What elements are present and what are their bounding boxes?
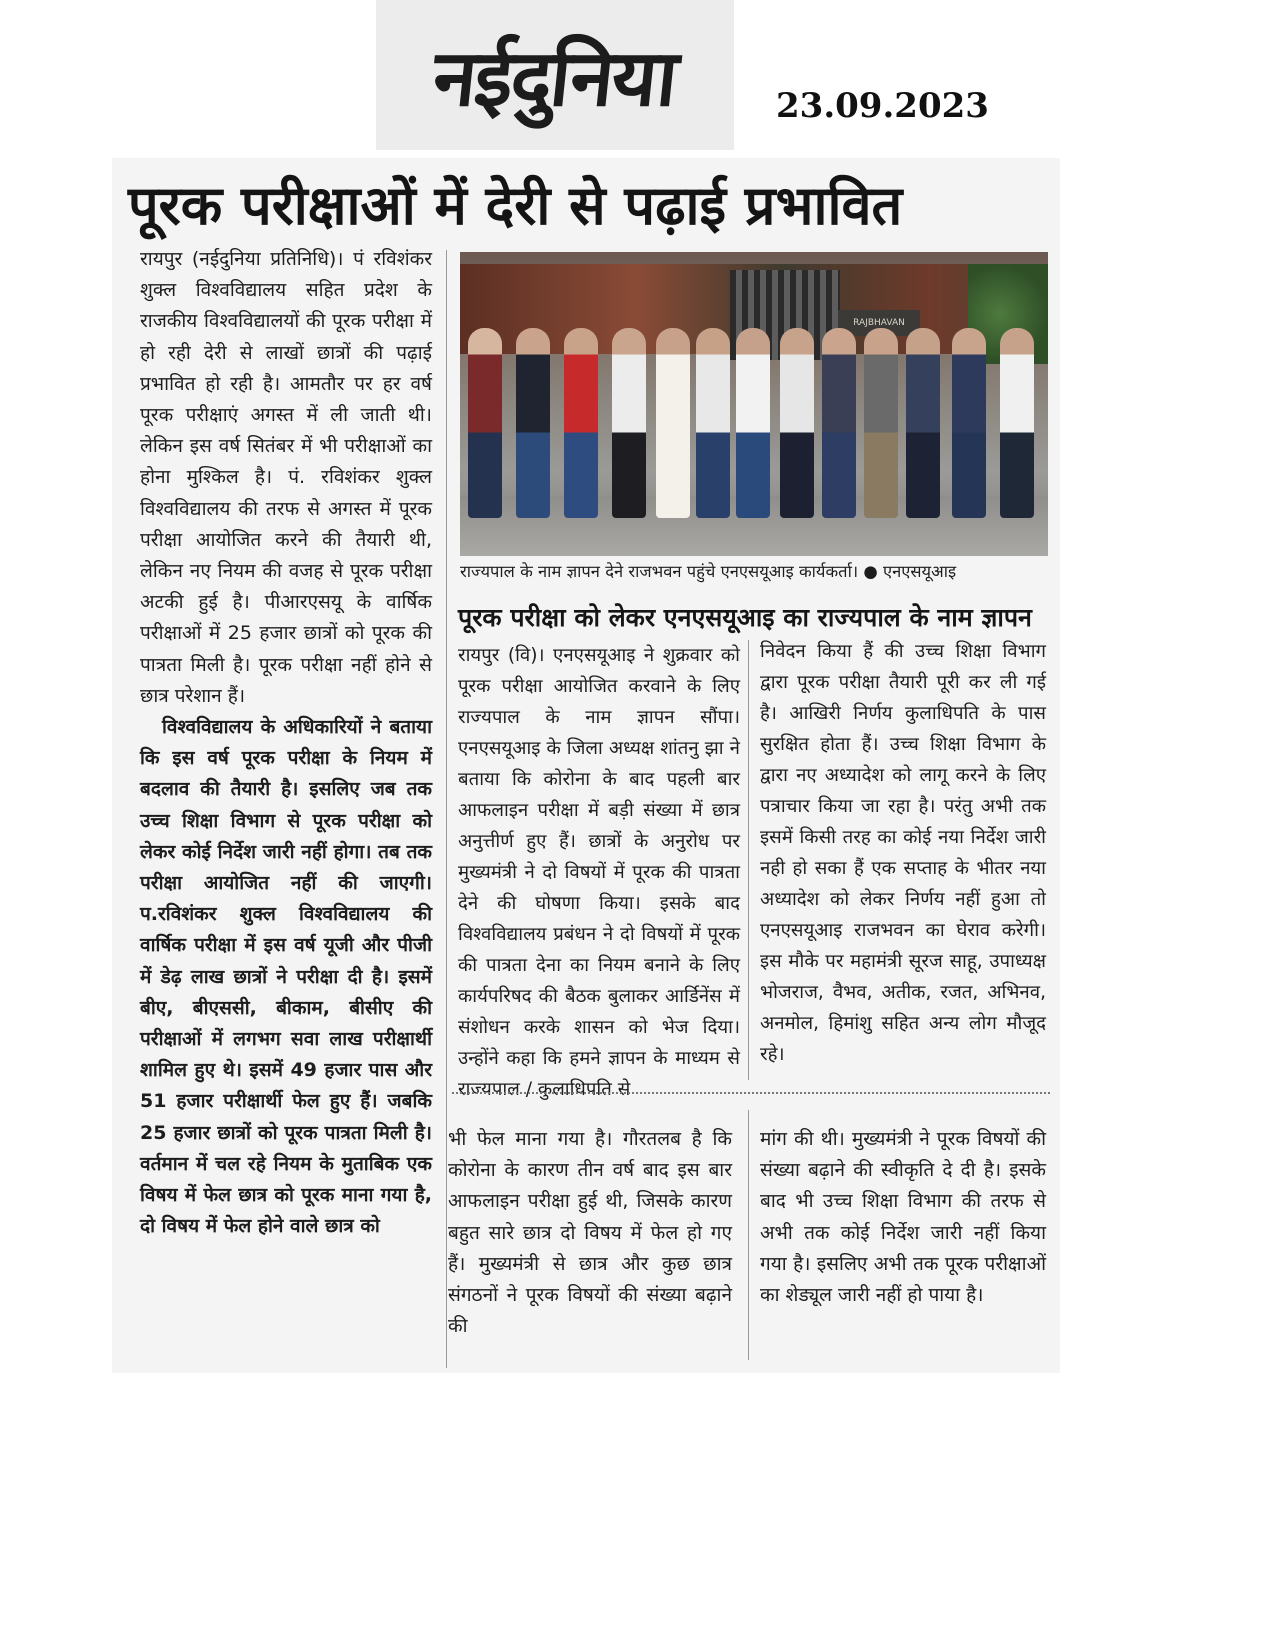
photo-person — [468, 328, 502, 518]
photo-sign: RAJBHAVAN — [838, 310, 920, 336]
photo-person — [780, 328, 814, 518]
photo-caption: राज्यपाल के नाम ज्ञापन देने राजभवन पहुंचे एनएसयूआइ कार्यकर्ता। ● एनएसयूआइ — [460, 562, 957, 581]
masthead — [376, 0, 734, 150]
sub-headline: पूरक परीक्षा को लेकर एनएसयूआइ का राज्यपाल के नाम ज्ञापन — [458, 603, 1032, 632]
article-column-2 — [458, 640, 740, 1105]
article-column-4 — [448, 1124, 732, 1342]
photo-person — [822, 328, 856, 518]
main-headline: पूरक परीक्षाओं में देरी से पढ़ाई प्रभावित — [128, 174, 903, 237]
photo-person — [736, 328, 770, 518]
article-paragraph: भी फेल माना गया है। गौरतलब है कि कोरोना के कारण तीन वर्ष बाद इस बार आफलाइन परीक्षा हुई थी, जिसके कारण बहुत सारे छात्र दो विषय में फेल हो गए हैं। मुख्यमंत्री से छात्र और कुछ छात्र संगठनों ने पूरक विषयों की संख्या बढ़ाने की — [448, 1128, 732, 1338]
column-divider — [446, 250, 447, 1368]
article-column-5 — [760, 1124, 1046, 1311]
photo-person — [516, 328, 550, 518]
publication-date: 23.09.2023 — [776, 86, 989, 126]
article-column-1 — [140, 244, 432, 1243]
photo-person — [612, 328, 646, 518]
column-divider — [748, 1110, 749, 1360]
article-column-3 — [760, 636, 1046, 1070]
photo-person — [952, 328, 986, 518]
photo-person — [864, 328, 898, 518]
photo-person — [656, 328, 690, 518]
photo-person — [1000, 328, 1034, 518]
article-paragraph-1: रायपुर (नईदुनिया प्रतिनिधि)। पं रविशंकर शुक्ल विश्वविद्यालय सहित प्रदेश के राजकीय विश्वविद्यालयों की पूरक परीक्षा में हो रही देरी से लाखों छात्रों की पढ़ाई प्रभावित हो रही है। आमतौर पर हर वर्ष पूरक परीक्षाएं अगस्त में ली जाती थी। लेकिन इस वर्ष सितंबर में भी परीक्षाओं का होना मुश्किल है। पं. रविशंकर शुक्ल विश्वविद्यालय की तरफ से अगस्त में पूरक परीक्षा आयोजित करने की तैयारी थी, लेकिन नए नियम की वजह से पूरक परीक्षा अटकी हुई है। पीआरएसयू के वार्षिक परीक्षाओं में 25 हजार छात्रों को पूरक की पात्रता मिली है। पूरक परीक्षा नहीं होने से छात्र परेशान हैं। — [140, 248, 432, 707]
photo-person — [906, 328, 940, 518]
column-divider — [748, 640, 749, 1080]
photo-person — [696, 328, 730, 518]
section-divider — [452, 1092, 1050, 1094]
article-paragraph: निवेदन किया हैं की उच्च शिक्षा विभाग द्वारा पूरक परीक्षा तैयारी पूरी कर ली गई है। आखिरी निर्णय कुलाधिपति के पास सुरक्षित होता हैं। उच्च शिक्षा विभाग के द्वारा नए अध्यादेश को लागू करने के लिए पत्राचार किया जा रहा है। परंतु अभी तक इसमें किसी तरह का कोई नया निर्देश जारी नही हो सका हैं एक सप्ताह के भीतर नया अध्यादेश को लेकर निर्णय नहीं हुआ तो एनएसयूआइ राजभवन का घेराव करेगी। इस मौके पर महामंत्री सूरज साहू, उपाध्यक्ष भोजराज, वैभव, अतीक, रजत, अभिनव, अनमोल, हिमांशु सहित अन्य लोग मौजूद रहे। — [760, 641, 1046, 1065]
masthead-logo: नईदुनिया — [428, 34, 681, 124]
article-paragraph: रायपुर (वि)। एनएसयूआइ ने शुक्रवार को पूरक परीक्षा आयोजित करवाने के लिए राज्यपाल के नाम ज्ञापन सौंपा। एनएसयूआइ के जिला अध्यक्ष शांतनु झा ने बताया कि कोरोना के बाद पहली बार आफलाइन परीक्षा में बड़ी संख्या में छात्र अनुत्तीर्ण हुए हैं। छात्रों के अनुरोध पर मुख्यमंत्री ने दो विषयों में पूरक की पात्रता देने की घोषणा किया। इसके बाद विश्वविद्यालय प्रबंधन ने दो विषयों में पूरक की पात्रता देना का नियम बनाने के लिए कार्यपरिषद की बैठक बुलाकर आर्डिनेंस में संशोधन करके शासन को भेज दिया। उन्होंने कहा कि हमने ज्ञापन के माध्यम से राज्यपाल / कुलाधिपति से — [458, 645, 740, 1100]
article-paragraph-2: विश्वविद्यालय के अधिकारियों ने बताया कि इस वर्ष पूरक परीक्षा के नियम में बदलाव की तैयारी है। इसलिए जब तक उच्च शिक्षा विभाग से पूरक परीक्षा को लेकर कोई निर्देश जारी नहीं होगा। तब तक परीक्षा आयोजित नहीं की जाएगी। प.रविशंकर शुक्ल विश्वविद्यालय की वार्षिक परीक्षा में इस वर्ष यूजी और पीजी में डेढ़ लाख छात्रों ने परीक्षा दी है। इसमें बीए, बीएससी, बीकाम, बीसीए की परीक्षाओं में लगभग सवा लाख परीक्षार्थी शामिल हुए थे। इसमें 49 हजार पास और 51 हजार परीक्षार्थी फेल हुए हैं। जबकि 25 हजार छात्रों को पूरक पात्रता मिली है। वर्तमान में चल रहे नियम के मुताबिक एक विषय में फेल छात्र को पूरक माना गया है, दो विषय में फेल होने वाले छात्र को — [140, 716, 432, 1238]
photo-person — [564, 328, 598, 518]
article-paragraph: मांग की थी। मुख्यमंत्री ने पूरक विषयों की संख्या बढ़ाने की स्वीकृति दे दी है। इसके बाद भी उच्च शिक्षा विभाग की तरफ से अभी तक कोई निर्देश जारी नहीं किया गया है। इसलिए अभी तक पूरक परीक्षाओं का शेड्यूल जारी नहीं हो पाया है। — [760, 1128, 1046, 1307]
news-photo — [460, 252, 1048, 556]
